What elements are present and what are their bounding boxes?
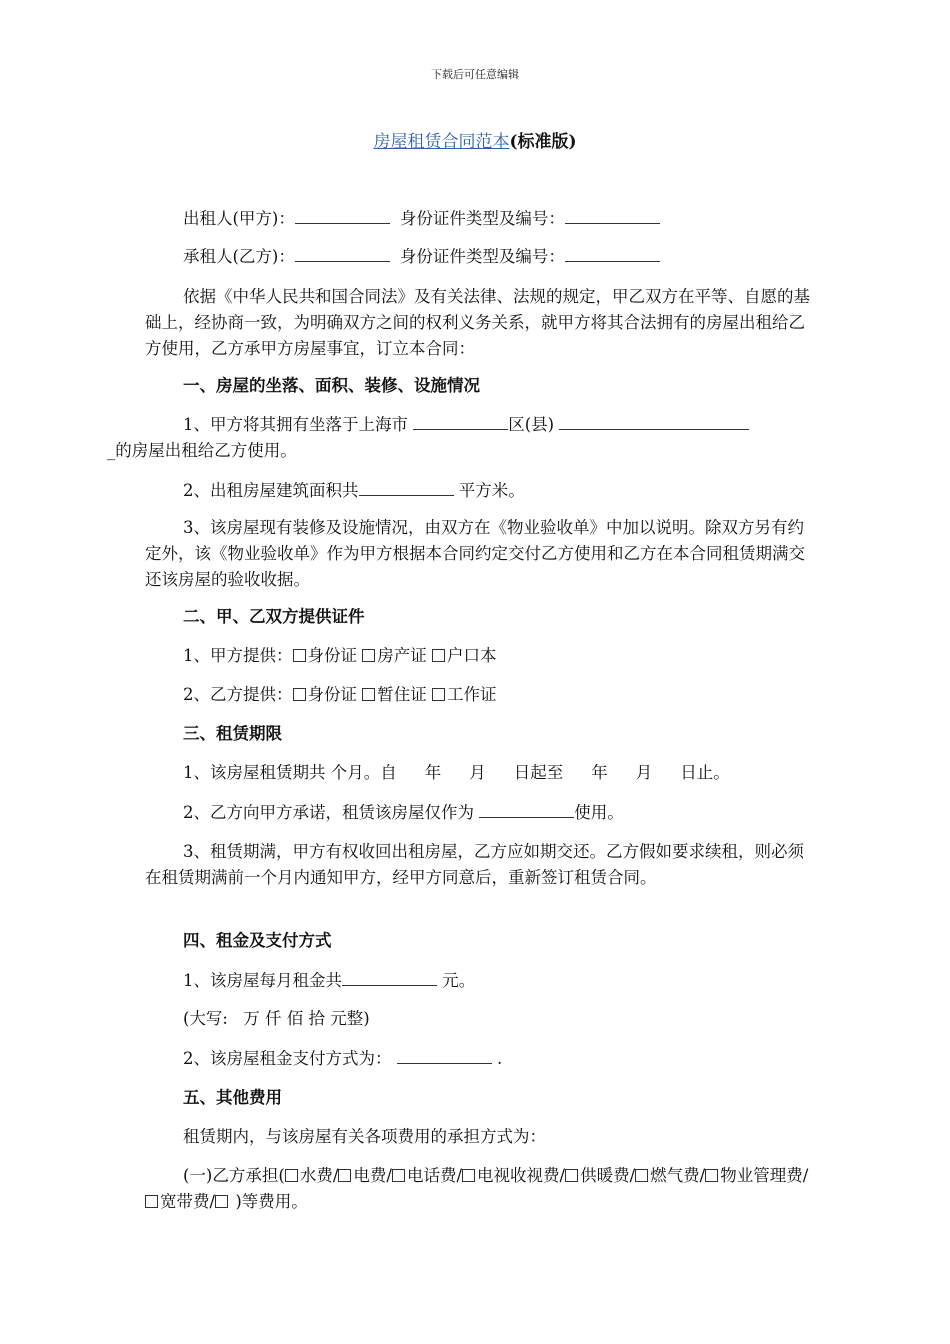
checkbox-icon[interactable] <box>293 688 306 701</box>
section-1 <box>145 373 810 399</box>
section-2-p2: 2、乙方提供： 身份证 暂住证 工作证 <box>183 685 497 704</box>
checkbox-icon[interactable] <box>705 1169 718 1182</box>
checkbox-icon[interactable] <box>215 1195 228 1208</box>
section-3-p2: 2、乙方向甲方承诺，租赁该房屋仅作为 使用。 <box>145 799 810 826</box>
section-5 <box>145 1085 810 1111</box>
checkbox-icon[interactable] <box>145 1195 158 1208</box>
checkbox-icon[interactable] <box>565 1169 578 1182</box>
section-5-p2: (一)乙方承担( 水费/ 电费/ 电话费/ 电视收视费/ 供暖费/ 燃气费/ 物业管理费/宽带费/ )等费用。 <box>145 1163 810 1215</box>
checkbox-icon[interactable] <box>462 1169 475 1182</box>
checkbox-icon[interactable] <box>432 688 445 701</box>
lessee-name-blank[interactable] <box>295 243 390 262</box>
section-4-p2: 2、该房屋租金支付方式为： . <box>145 1045 810 1072</box>
section-4-heading: 四、租金及支付方式 <box>183 931 332 950</box>
section-3-heading: 三、租赁期限 <box>183 724 282 743</box>
checkbox-icon[interactable] <box>293 649 306 662</box>
section-4 <box>145 928 810 954</box>
section-5-p1: 租赁期内，与该房屋有关各项费用的承担方式为： <box>183 1127 546 1146</box>
section-1-p2: 2、出租房屋建筑面积共 平方米。 <box>145 477 810 504</box>
area-blank[interactable] <box>359 477 454 496</box>
section-5-heading: 五、其他费用 <box>183 1088 282 1107</box>
checkbox-icon[interactable] <box>362 688 375 701</box>
section-2-heading: 二、甲、乙双方提供证件 <box>183 607 365 626</box>
usage-blank[interactable] <box>479 799 574 818</box>
section-4-p1: 1、该房屋每月租金共 元。 <box>145 967 810 994</box>
payment-method-blank[interactable] <box>397 1045 492 1064</box>
section-4-capital: (大写: 万 仟 佰 拾 元整) <box>183 1009 370 1028</box>
title-suffix: (标准版) <box>509 132 577 152</box>
section-3-p1: 1、该房屋租赁期共 个月。自 年 月 日起至 年 月 日止。 <box>183 763 730 782</box>
lessor-id-blank[interactable] <box>565 205 660 224</box>
section-1-heading: 一、房屋的坐落、面积、装修、设施情况 <box>183 376 480 395</box>
section-3 <box>145 721 810 747</box>
lessee-id-blank[interactable] <box>565 243 660 262</box>
rent-blank[interactable] <box>342 967 437 986</box>
lessor-name-blank[interactable] <box>295 205 390 224</box>
intro-block <box>145 284 810 362</box>
title-link[interactable]: 房屋租赁合同范本 <box>373 132 510 152</box>
address-blank[interactable] <box>559 411 749 430</box>
district-blank[interactable] <box>413 411 508 430</box>
checkbox-icon[interactable] <box>285 1169 298 1182</box>
section-1-p1: 1、甲方将其拥有坐落于上海市 区(县) _的房屋出租给乙方使用。 <box>145 411 810 464</box>
checkbox-icon[interactable] <box>362 649 375 662</box>
document-title <box>0 127 950 152</box>
checkbox-icon[interactable] <box>338 1169 351 1182</box>
intro-paragraph: 依据《中华人民共和国合同法》及有关法律、法规的规定，甲乙双方在平等、自愿的基础上，经协商一致，为明确双方之间的权利义务关系，就甲方将其合法拥有的房屋出租给乙方使用，乙方承甲方房屋事宜，订立本合同： <box>145 287 810 358</box>
lessee-line: 承租人(乙方)： 身份证件类型及编号： <box>145 243 810 270</box>
header-note: 下载后可任意编辑 <box>431 68 519 81</box>
parties-block <box>145 205 810 232</box>
checkbox-icon[interactable] <box>432 649 445 662</box>
lessor-line: 出租人(甲方)： 身份证件类型及编号： <box>145 205 810 232</box>
section-2 <box>145 604 810 630</box>
section-1-p3: 3、该房屋现有装修及设施情况，由双方在《物业验收单》中加以说明。除双方另有约定外，该《物业验收单》作为甲方根据本合同约定交付乙方使用和乙方在本合同租赁期满交还该房屋的验收收据。 <box>145 518 805 589</box>
lessee-block <box>145 243 810 270</box>
section-2-p1: 1、甲方提供： 身份证 房产证 户口本 <box>183 646 497 665</box>
checkbox-icon[interactable] <box>392 1169 405 1182</box>
checkbox-icon[interactable] <box>635 1169 648 1182</box>
section-3-p3: 3、租赁期满，甲方有权收回出租房屋，乙方应如期交还。乙方假如要求续租，则必须在租赁期满前一个月内通知甲方，经甲方同意后，重新签订租赁合同。 <box>145 842 804 887</box>
